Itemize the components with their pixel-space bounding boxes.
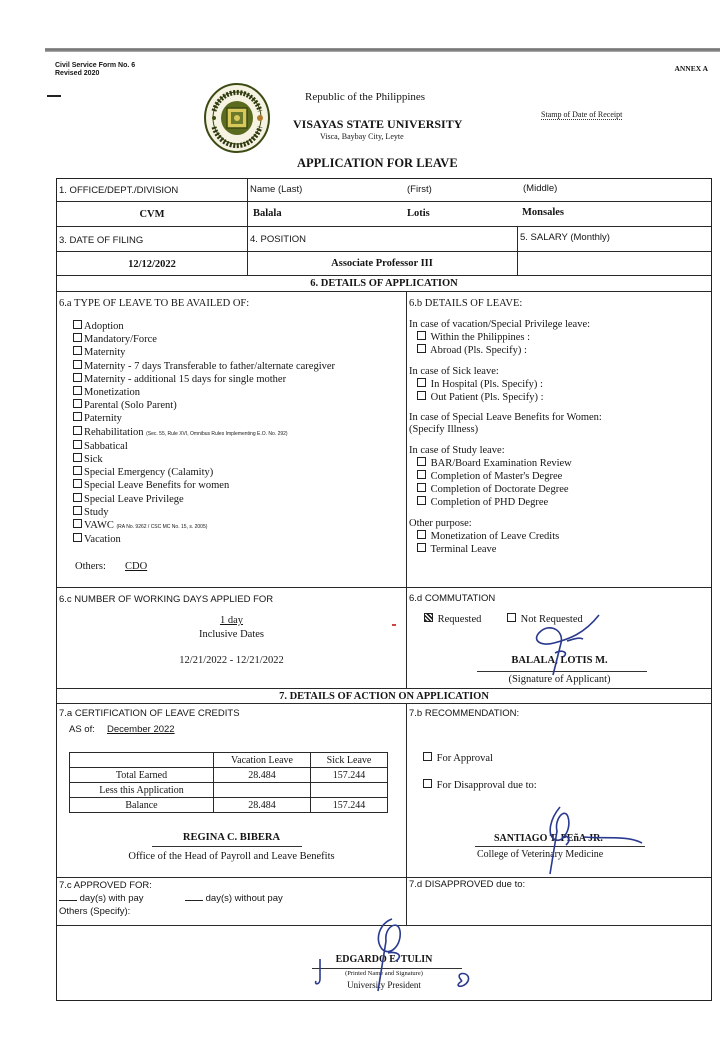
others-value[interactable]: CDO [125,561,148,572]
for-disapproval-option[interactable]: For Disapproval due to: [423,779,537,792]
vacation-heading: In case of vacation/Special Privilege leave: [409,319,591,330]
divider [406,291,407,688]
leave-type-item[interactable]: Vacation [73,533,335,546]
row-label: Less this Application [70,783,214,798]
divider [57,201,711,202]
row-label: Total Earned [70,768,214,783]
checkbox-icon[interactable] [417,378,426,387]
checkbox-icon[interactable] [73,320,82,329]
applicant-name: BALALA, LOTIS M. [511,655,608,666]
scan-top-border [45,48,720,52]
study-option[interactable]: Completion of PHD Degree [409,496,602,509]
checkbox-icon[interactable] [73,533,82,542]
table-row [70,798,388,813]
checkbox-icon[interactable] [73,426,82,435]
divider [517,226,518,275]
approved-for-heading: 7.c APPROVED FOR: [59,880,152,891]
leave-type-item[interactable]: Special Leave Privilege [73,493,335,506]
table-header: Sick Leave [311,753,388,768]
checkbox-icon[interactable] [73,346,82,355]
leave-type-item[interactable]: Study [73,506,335,519]
working-days-value[interactable]: 1 day [219,615,244,626]
checkbox-icon[interactable] [417,470,426,479]
leave-credits-table [69,752,388,813]
checkbox-icon[interactable] [73,440,82,449]
leave-type-item[interactable]: Rehabilitation (Sec. 55, Rule XVI, Omnibus Rules Implementing E.O. No. 292) [73,426,335,440]
checkbox-icon[interactable] [73,519,82,528]
form-number-text: Civil Service Form No. 6 [55,62,136,69]
sick-cell[interactable]: 157.244 [311,798,388,813]
row-label: Balance [70,798,214,813]
leave-type-item[interactable]: Maternity - additional 15 days for single mother [73,373,335,386]
date-filing-label: 3. DATE OF FILING [59,235,144,246]
checkbox-icon[interactable] [73,466,82,475]
president-title: University President [347,980,421,990]
vacation-option[interactable]: Within the Philippines : [409,331,602,344]
checkbox-icon[interactable] [73,493,82,502]
recommender-signature-icon [532,799,652,879]
revised-text: Revised 2020 [55,70,100,77]
table-row [70,783,388,798]
checkbox-icon[interactable] [417,543,426,552]
study-option[interactable]: Completion of Doctorate Degree [409,483,602,496]
applicant-signature-icon [529,609,609,679]
name-first-label: (First) [407,184,432,195]
checkbox-icon[interactable] [417,483,426,492]
vacation-cell[interactable] [214,783,311,798]
sick-cell[interactable]: 157.244 [311,768,388,783]
checkbox-icon[interactable] [73,479,82,488]
checkbox-icon[interactable] [417,391,426,400]
stamp-receipt-label: Stamp of Date of Receipt [541,110,623,119]
leave-type-item[interactable]: Maternity [73,346,335,359]
divider [57,703,711,704]
inclusive-dates-value[interactable]: 12/21/2022 - 12/21/2022 [179,655,284,666]
leave-type-item[interactable]: Paternity [73,412,335,425]
position-value[interactable]: Associate Professor III [331,258,433,269]
checkbox-icon[interactable] [73,333,82,342]
office-value[interactable]: CVM [139,209,165,220]
checkbox-icon[interactable] [423,752,432,761]
divider [406,703,407,878]
scan-mark [47,95,61,97]
checkbox-icon[interactable] [73,373,82,382]
certifier-title: Office of the Head of Payroll and Leave Benefits [128,851,335,862]
position-label: 4. POSITION [250,234,306,245]
name-middle-value[interactable]: Monsales [522,207,564,218]
certifier-name: REGINA C. BIBERA [182,832,281,843]
as-of-label: AS of: [69,724,95,735]
for-approval-option[interactable]: For Approval [423,752,493,765]
commutation-requested[interactable]: Requested [424,613,481,626]
certification-heading: 7.a CERTIFICATION OF LEAVE CREDITS [59,708,240,719]
university-name: VISAYAS STATE UNIVERSITY [293,117,463,131]
with-pay-field[interactable]: day(s) with pay [59,893,144,905]
recommendation-heading: 7.b RECOMMENDATION: [409,708,520,719]
others-label: Others: [75,561,106,572]
name-first-value[interactable]: Lotis [407,208,430,219]
checkbox-icon[interactable] [73,453,82,462]
details-heading: 6.b DETAILS OF LEAVE: [409,298,523,309]
leave-type-item[interactable]: VAWC (RA No. 9262 / CSC MC No. 15, s. 2005) [73,519,335,533]
checkbox-icon[interactable] [417,457,426,466]
name-last-label: Name (Last) [250,184,303,195]
checkbox-icon[interactable] [417,331,426,340]
table-header [70,753,214,768]
leave-type-item[interactable]: Parental (Solo Parent) [73,399,335,412]
form-number [55,62,135,78]
leave-type-item[interactable]: Maternity - 7 days Transferable to father/alternate caregiver [73,360,335,373]
section7-heading: 7. DETAILS OF ACTION ON APPLICATION [279,691,489,702]
sick-option[interactable]: Out Patient (Pls. Specify) : [409,391,602,404]
leave-type-item[interactable]: Sabbatical [73,440,335,453]
checkbox-icon[interactable] [73,386,82,395]
sick-heading: In case of Sick leave: [409,365,499,377]
president-name: EDGARDO E. TULIN [335,954,433,965]
leave-type-item[interactable]: Monetization [73,386,335,399]
study-heading: In case of Study leave: [409,444,505,456]
checkbox-icon[interactable] [417,496,426,505]
checkbox-icon[interactable] [73,360,82,369]
details-list [409,319,602,556]
vacation-cell[interactable]: 28.484 [214,768,311,783]
other-option[interactable]: Monetization of Leave Credits [409,530,602,543]
commutation-not-requested[interactable]: Not Requested [507,613,583,626]
university-seal-icon [204,83,270,153]
republic-text: Republic of the Philippines [305,91,426,103]
others-specify-label: Others (Specify): [59,906,131,917]
recommender-title: College of Veterinary Medicine [477,849,604,860]
leave-type-item[interactable]: Mandatory/Force [73,333,335,346]
other-purpose-heading: Other purpose: [409,517,472,529]
recommender-name: SANTIAGO T. PEñA JR. [494,833,603,844]
checkbox-icon[interactable] [417,530,426,539]
women-heading: In case of Special Leave Benefits for Women: [409,412,602,424]
study-option[interactable]: Completion of Master's Degree [409,470,602,483]
other-option[interactable]: Terminal Leave [409,543,602,556]
women-subheading: (Specify Illness) [409,424,479,436]
name-last-value[interactable]: Balala [253,208,282,219]
disapproved-heading: 7.d DISAPPROVED due to: [409,879,526,890]
signature-line [152,846,302,847]
checkbox-icon[interactable] [417,344,426,353]
divider [57,226,711,227]
working-days-heading: 6.c NUMBER OF WORKING DAYS APPLIED FOR [59,594,274,605]
checkbox-icon[interactable] [73,506,82,515]
leave-application-form [56,178,712,1001]
annex-label: ANNEX A [674,64,708,73]
checkbox-icon[interactable] [73,399,82,408]
applicant-signature-label: (Signature of Applicant) [508,674,611,685]
commutation-heading: 6.d COMMUTATION [409,593,496,604]
study-option[interactable]: BAR/Board Examination Review [409,457,602,470]
divider [57,587,711,588]
sick-option[interactable]: In Hospital (Pls. Specify) : [409,378,602,391]
divider [57,688,711,689]
page-title: APPLICATION FOR LEAVE [297,156,458,170]
checkbox-icon[interactable] [73,412,82,421]
name-middle-label: (Middle) [523,183,558,194]
vacation-cell[interactable]: 28.484 [214,798,311,813]
without-pay-field[interactable]: day(s) without pay [185,893,283,905]
sick-cell[interactable] [311,783,388,798]
scan-mark [392,624,396,626]
divider [57,877,711,878]
table-header-row [70,753,388,768]
divider [57,275,711,276]
divider [57,251,711,252]
salary-label: 5. SALARY (Monthly) [520,232,610,243]
table-row [70,768,388,783]
date-filing-value[interactable]: 12/12/2022 [128,259,176,270]
president-signature-label: (Printed Name and Signature) [345,970,423,977]
inclusive-dates-label: Inclusive Dates [198,629,265,640]
checkbox-icon[interactable] [423,779,432,788]
leave-type-item[interactable]: Sick [73,453,335,466]
president-signature-icon [312,909,482,999]
office-label: 1. OFFICE/DEPT./DIVISION [59,185,179,196]
table-header: Vacation Leave [214,753,311,768]
vacation-option[interactable]: Abroad (Pls. Specify) : [409,344,602,357]
checkbox-checked-icon[interactable] [424,613,433,622]
section6-heading: 6. DETAILS OF APPLICATION [310,278,458,289]
leave-type-item[interactable]: Special Leave Benefits for women [73,479,335,492]
leave-type-item[interactable]: Special Emergency (Calamity) [73,466,335,479]
university-address: Visca, Baybay City, Leyte [320,132,404,141]
leave-type-list [73,320,335,546]
as-of-value[interactable]: December 2022 [107,724,175,735]
leave-type-heading: 6.a TYPE OF LEAVE TO BE AVAILED OF: [59,298,250,309]
leave-type-item[interactable]: Adoption [73,320,335,333]
divider [57,291,711,292]
checkbox-icon[interactable] [507,613,516,622]
